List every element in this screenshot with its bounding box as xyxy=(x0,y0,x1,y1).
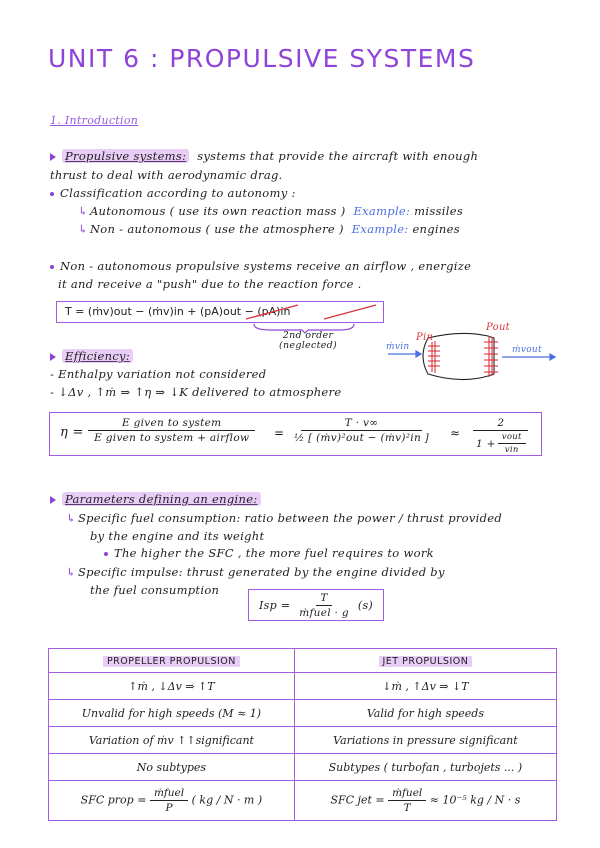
sub-arrow-icon: ↳ xyxy=(78,204,88,218)
efficiency-heading: Efficiency: xyxy=(50,349,133,363)
table-header-jet: JET PROPULSION xyxy=(294,649,556,673)
isp-definition: ↳ Specific impulse: thrust generated by the engine divided by xyxy=(66,565,445,579)
table-row xyxy=(49,700,557,727)
table-header-propeller: PROPELLER PROPULSION xyxy=(49,649,295,673)
efficiency-line-2: - ↓Δv , ↑ṁ ⇒ ↑η ⇒ ↓K delivered to atmosphere xyxy=(50,385,342,399)
propulsive-definition-cont: thrust to deal with aerodynamic drag. xyxy=(50,168,283,182)
comparison-table xyxy=(48,648,557,821)
bullet-icon xyxy=(50,192,54,196)
table-cell: Variations in pressure significant xyxy=(294,727,556,754)
non-autonomous-text: Non - autonomous propulsive systems receive an airflow , energize xyxy=(50,259,471,273)
sfc-definition-cont: by the engine and its weight xyxy=(90,529,265,543)
table-row xyxy=(49,673,557,700)
parameters-heading: Parameters defining an engine: xyxy=(50,492,261,506)
thrust-equation: T = (ṁv)out − (ṁv)in + (pA)out − (pA)in xyxy=(56,301,384,323)
table-header-row xyxy=(49,649,557,673)
classification-heading: Classification according to autonomy : xyxy=(50,186,296,200)
diagram-pout: Pout xyxy=(486,322,511,333)
section-heading: 1. Introduction xyxy=(50,114,139,127)
isp-definition-cont: the fuel consumption xyxy=(90,583,220,597)
diagram-vin: ṁvin xyxy=(386,342,410,352)
efficiency-line-1: - Enthalpy variation not considered xyxy=(50,367,267,381)
efficiency-fraction-1: E given to system E given to system + airflow xyxy=(88,417,255,444)
bullet-icon xyxy=(104,552,108,556)
diagram-pin: Pin xyxy=(416,332,434,343)
efficiency-fraction-3: 2 1 + $\frac{\text{vout}}{\text{vin}}$ xyxy=(472,417,530,455)
table-cell: No subtypes xyxy=(49,754,295,781)
equals-sign: = xyxy=(274,426,285,440)
table-row xyxy=(49,754,557,781)
propulsive-definition: Propulsive systems: systems that provide the aircraft with enough xyxy=(50,149,478,163)
table-cell: Variation of ṁv ↑↑significant xyxy=(49,727,295,754)
second-order-note: 2nd order (neglected) xyxy=(278,330,338,351)
sub-arrow-icon: ↳ xyxy=(66,565,76,579)
approx-sign: ≈ xyxy=(450,426,461,440)
bullet-icon xyxy=(50,265,54,269)
table-cell: ↑ṁ , ↓Δv ⇒ ↑T xyxy=(49,673,295,700)
table-cell: Unvalid for high speeds (M ≈ 1) xyxy=(49,700,295,727)
table-cell: Subtypes ( turbofan , turbojets ... ) xyxy=(294,754,556,781)
sfc-jet-cell: SFC jet = $\frac{\text{ṁfuel}}{T}$ ≈ 10⁻⁵ kg / N · s xyxy=(294,781,556,821)
table-row xyxy=(49,727,557,754)
sub-arrow-icon: ↳ xyxy=(78,222,88,236)
non-autonomous-text-cont: it and receive a "push" due to the reaction force . xyxy=(58,277,362,291)
engine-diagram xyxy=(386,322,556,388)
triangle-bullet-icon xyxy=(50,153,56,161)
classification-item-autonomous: ↳ Autonomous ( use its own reaction mass ) Example: missiles xyxy=(78,204,464,218)
table-cell: ↓ṁ , ↑Δv ⇒ ↓T xyxy=(294,673,556,700)
triangle-bullet-icon xyxy=(50,353,56,361)
sfc-definition: ↳ Specific fuel consumption: ratio between the power / thrust provided xyxy=(66,511,503,525)
efficiency-formula-box xyxy=(49,412,542,456)
table-row-sfc xyxy=(49,781,557,821)
sfc-note: The higher the SFC , the more fuel requires to work xyxy=(104,546,434,560)
eta-symbol: η = xyxy=(60,425,84,440)
isp-formula-box: Isp = $\frac{T}{\text{ṁfuel · g}}$ (s) xyxy=(248,589,384,621)
sub-arrow-icon: ↳ xyxy=(66,511,76,525)
page-title: UNIT 6 : PROPULSIVE SYSTEMS xyxy=(48,44,476,73)
efficiency-fraction-2: T · v∞ ½ [ (ṁv)²out − (ṁv)²in ] xyxy=(294,417,430,444)
diagram-vout: ṁvout xyxy=(512,345,542,355)
triangle-bullet-icon xyxy=(50,496,56,504)
classification-item-non-autonomous: ↳ Non - autonomous ( use the atmosphere ) Example: engines xyxy=(78,222,460,236)
sfc-prop-cell: SFC prop = $\frac{\text{ṁfuel}}{P}$ ( kg / N · m ) xyxy=(49,781,295,821)
table-cell: Valid for high speeds xyxy=(294,700,556,727)
